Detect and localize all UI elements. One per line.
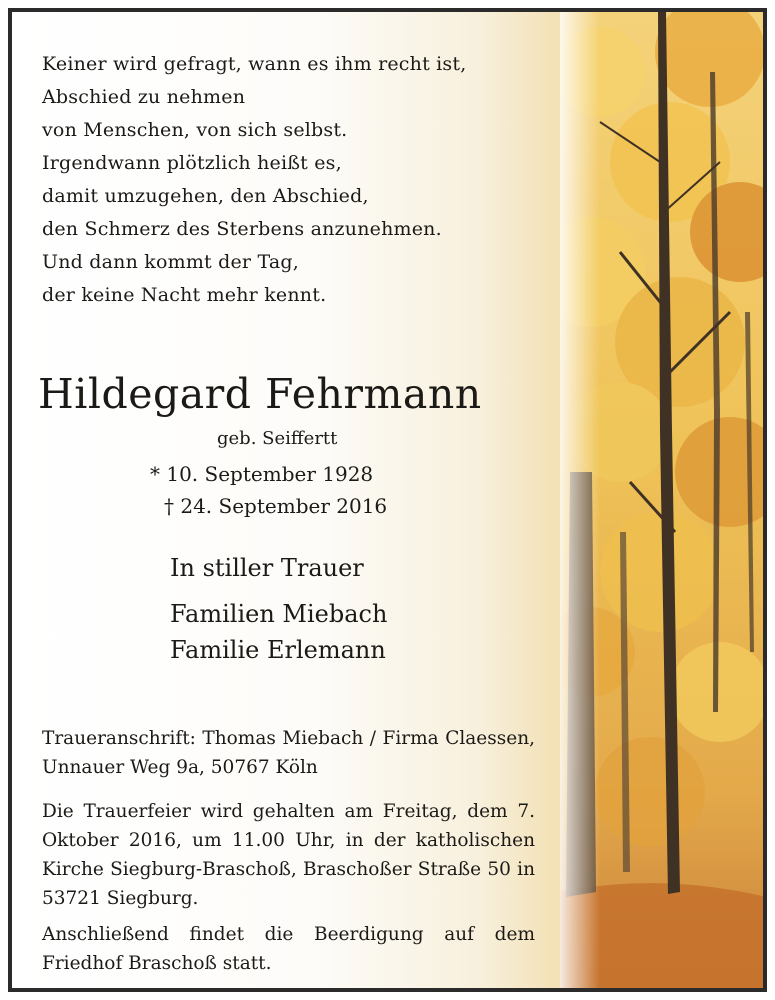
death-date: † 24. September 2016 bbox=[164, 494, 388, 518]
poem bbox=[42, 48, 466, 312]
funeral-service-info: Die Trauerfeier wird gehalten am Freitag, dem 7. Oktober 2016, um 11.00 Uhr, in der katholischen Kirche Siegburg-Braschoß, Braschoßer Straße 50 in 53721 Siegburg. bbox=[42, 801, 535, 909]
poem-line: Keiner wird gefragt, wann es ihm recht ist, bbox=[42, 53, 467, 75]
burial-info: Anschließend findet die Beerdigung auf dem Friedhof Braschoß statt. bbox=[42, 924, 535, 974]
poem-line: Und dann kommt der Tag, bbox=[42, 251, 299, 273]
poem-line: der keine Nacht mehr kennt. bbox=[42, 284, 327, 306]
mourning-intro: In stiller Trauer bbox=[170, 554, 364, 582]
birth-date: * 10. September 1928 bbox=[150, 462, 374, 486]
deceased-name: Hildegard Fehrmann bbox=[38, 370, 482, 418]
obituary-frame bbox=[8, 8, 767, 992]
poem-line: den Schmerz des Sterbens anzunehmen. bbox=[42, 218, 442, 240]
mourner-family-2: Familie Erlemann bbox=[170, 636, 386, 664]
autumn-forest-icon bbox=[560, 12, 767, 988]
birth-name: geb. Seiffertt bbox=[217, 428, 338, 449]
poem-line: Abschied zu nehmen bbox=[42, 86, 246, 108]
mourning-address: Traueranschrift: Thomas Miebach / Firma Claessen, Unnauer Weg 9a, 50767 Köln bbox=[42, 728, 535, 778]
poem-line: von Menschen, von sich selbst. bbox=[42, 119, 348, 141]
poem-line: Irgendwann plötzlich heißt es, bbox=[42, 152, 342, 174]
poem-line: damit umzugehen, den Abschied, bbox=[42, 185, 369, 207]
mourner-family-1: Familien Miebach bbox=[170, 600, 388, 628]
